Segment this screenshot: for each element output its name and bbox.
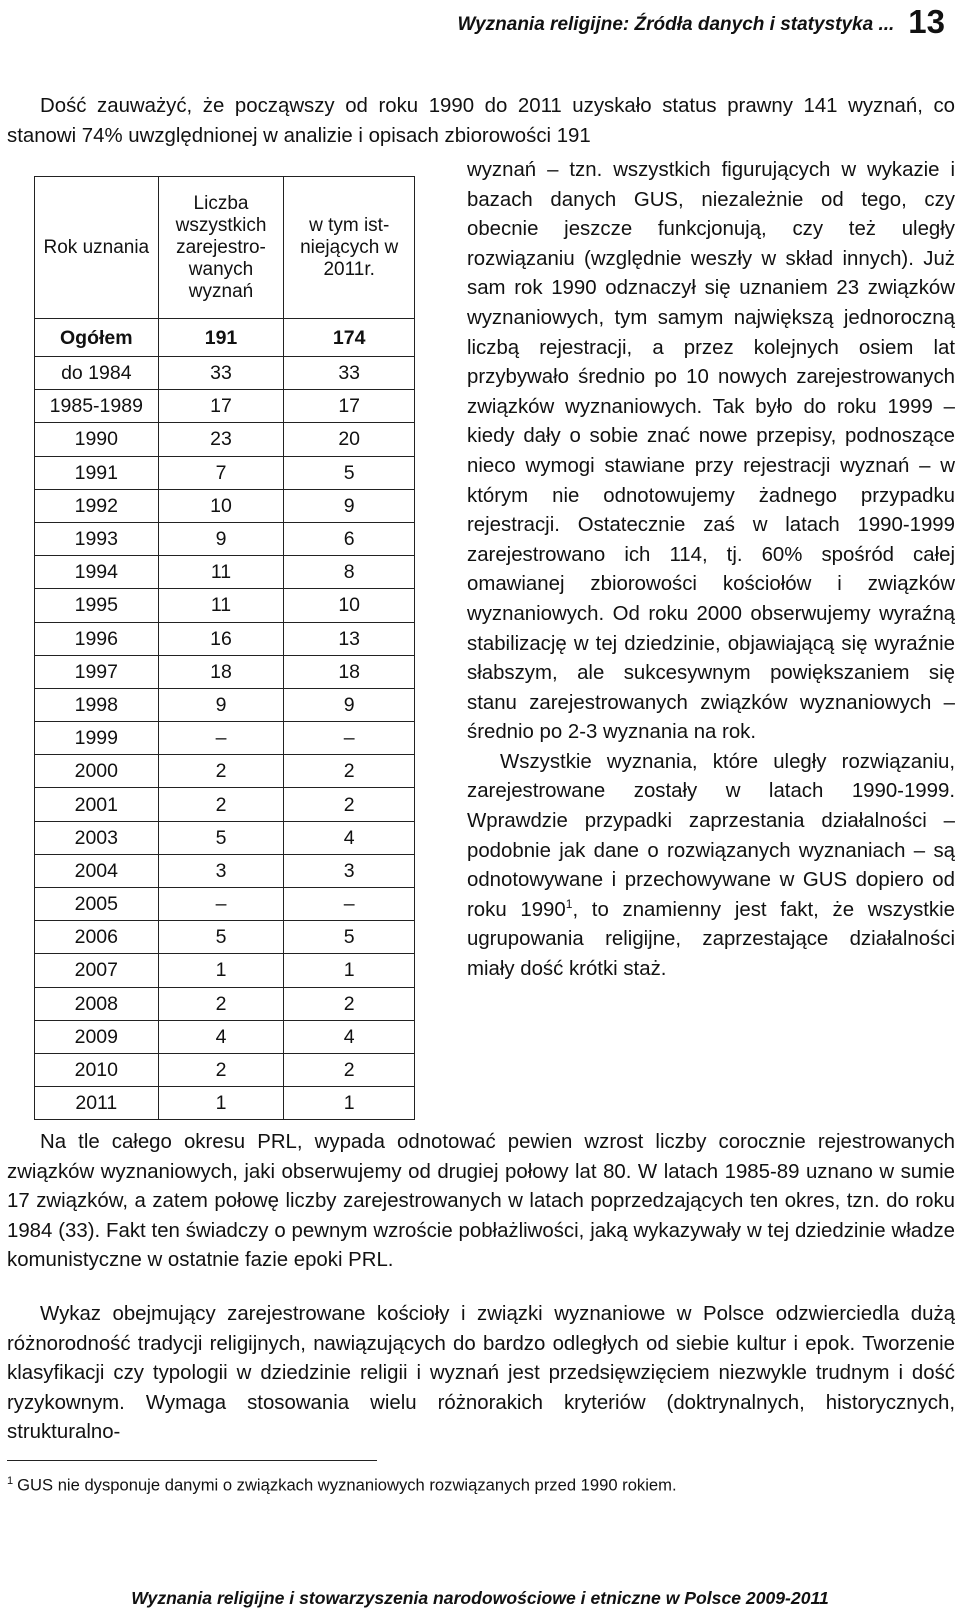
row-existing: 13 (284, 622, 415, 655)
row-all: 33 (158, 357, 284, 390)
row-all: 5 (158, 821, 284, 854)
row-all: 11 (158, 589, 284, 622)
row-year: 1992 (35, 489, 159, 522)
row-all: 17 (158, 390, 284, 423)
side-paragraph-1: wyznań – tzn. wszystkich figurujących w wykazie i bazach danych GUS, niezależnie od tego, czy obecnie jeszcze funkcjonują, czy też uległy rozwiązaniu (względnie weszły w skład innych). Już sam rok 1990 odznaczył się uznaniem 23 związków wyznaniowych, tym samym największą jednoroczną liczbą rejestracji, a przez kolejnych osiem lat przybywało średnio po 10 nowych zarejestrowanych związków wyznaniowych. Tak było do roku 1999 – kiedy dały o sobie znać nowe przepisy, podnoszące nieco wymogi stawiane przy rejestracji wyznań – w którym nie odnotowujemy żadnego przypadku rejestracji. Ostatecznie zaś w latach 1990-1999 zarejestrowano ich 114, tj. 60% spośród całej omawianej zbiorowości kościołów i związków wyznaniowych. Od roku 2000 obserwujemy wyraźną stabilizację w tej dziedzinie, objawiającą się wyraźnie słabszym, ale sukcesywnym powiększaniem się stanu zarejestrowanych związków wyznaniowych – średnio po 2-3 wyznania na rok. (467, 159, 955, 744)
row-all: 5 (158, 921, 284, 954)
table-row (35, 921, 415, 954)
row-existing: 33 (284, 357, 415, 390)
row-year: 1999 (35, 722, 159, 755)
table-total-row (35, 319, 415, 357)
row-existing: 2 (284, 755, 415, 788)
row-all: 9 (158, 522, 284, 555)
row-existing: 18 (284, 655, 415, 688)
table-row (35, 390, 415, 423)
row-year: 2006 (35, 921, 159, 954)
paragraph-intro (7, 92, 955, 151)
row-existing: 4 (284, 821, 415, 854)
table-row (35, 1053, 415, 1086)
row-all: 4 (158, 1020, 284, 1053)
paragraph-prl-text: Na tle całego okresu PRL, wypada odnotować pewien wzrost liczby corocznie rejestrowanych związków wyznaniowych, jaki obserwujemy od drugiej połowy lat 80. W latach 1985-89 uznano w sumie 17 związków, a zatem połowę liczby zarejestrowanych w latach poprzedzających ten okres, tzn. do roku 1984 (33). Fakt ten świadczy o pewnym wzroście pobłażliwości, jaką wykazywały w tej dziedzinie władze komunistyczne w ostatnie fazie epoki PRL. (7, 1131, 955, 1272)
footnote-reference: 1 (565, 897, 573, 912)
paragraph-wykaz (7, 1300, 955, 1448)
row-all: 2 (158, 755, 284, 788)
row-all: 23 (158, 423, 284, 456)
row-all: 1 (158, 954, 284, 987)
side-paragraph-2-before: Wszystkie wyznania, które uległy rozwiązaniu, zarejestrowane zostały w latach 1990-1999. Wprawdzie przypadki zaprzestania działalności – podobnie jak dane o rozwiązanych wyznaniach – są odnotowywane i przechowywane w GUS dopiero od roku 1990 (467, 750, 955, 921)
table-row (35, 456, 415, 489)
header-existing: w tym ist-niejących w 2011r. (284, 177, 415, 319)
table-row (35, 688, 415, 721)
registrations-table (34, 176, 415, 1120)
paragraph-wykaz-text: Wykaz obejmujący zarejestrowane kościoły i związki wyznaniowe w Polsce odzwierciedla dużą różnorodność tradycji religijnych, nawiązujących do bardzo odległych od siebie kultur i epok. Tworzenie klasyfikacji czy typologii w dziedzinie religii i wyznań jest przedsięwzięciem niezwykle trudnym i dość ryzykownym. Wymaga stosowania wielu różnorakich kryteriów (doktrynalnych, historycznych, strukturalno- (7, 1303, 955, 1444)
table-row (35, 522, 415, 555)
row-year: 2000 (35, 755, 159, 788)
table-row (35, 888, 415, 921)
table-row (35, 622, 415, 655)
header-year: Rok uznania (35, 177, 159, 319)
row-year: 2009 (35, 1020, 159, 1053)
total-label: Ogółem (35, 319, 159, 357)
paragraph-intro-text: Dość zauważyć, że począwszy od roku 1990 do 2011 uzyskało status prawny 141 wyznań, co stanowi 74% uwzględnionej w analizie i opisach zbiorowości 191 (7, 95, 955, 147)
row-year: 1985-1989 (35, 390, 159, 423)
row-all: 2 (158, 1053, 284, 1086)
footnote-divider (7, 1460, 377, 1461)
row-all: – (158, 722, 284, 755)
table-row (35, 722, 415, 755)
row-all: – (158, 888, 284, 921)
row-existing: 4 (284, 1020, 415, 1053)
total-existing: 174 (284, 319, 415, 357)
row-all: 10 (158, 489, 284, 522)
row-existing: 2 (284, 788, 415, 821)
table-row (35, 821, 415, 854)
footnote (7, 1470, 955, 1497)
table-row (35, 788, 415, 821)
row-year: 2008 (35, 987, 159, 1020)
row-existing: 2 (284, 987, 415, 1020)
row-year: 1994 (35, 556, 159, 589)
total-all: 191 (158, 319, 284, 357)
row-existing: 5 (284, 456, 415, 489)
row-year: 2011 (35, 1087, 159, 1120)
row-existing: – (284, 888, 415, 921)
running-footer: Wyznania religijne i stowarzyszenia narodowościowe i etniczne w Polsce 2009-2011 (131, 1588, 829, 1608)
row-existing: 20 (284, 423, 415, 456)
row-year: 1998 (35, 688, 159, 721)
side-paragraph-2-after: , to znamienny jest fakt, że wszystkie ugrupowania religijne, zaprzestające działalności miały dość krótki staż. (467, 898, 955, 981)
table-row (35, 357, 415, 390)
row-year: 1995 (35, 589, 159, 622)
row-existing: 1 (284, 954, 415, 987)
row-all: 9 (158, 688, 284, 721)
row-year: 2010 (35, 1053, 159, 1086)
row-all: 7 (158, 456, 284, 489)
footnote-mark: 1 (7, 1475, 14, 1487)
row-existing: 6 (284, 522, 415, 555)
row-year: 2003 (35, 821, 159, 854)
table-row (35, 489, 415, 522)
row-year: 2004 (35, 854, 159, 887)
table-row (35, 556, 415, 589)
header-all: Liczba wszystkich zarejestro-wanych wyznań (158, 177, 284, 319)
table-row (35, 655, 415, 688)
table-row (35, 755, 415, 788)
row-existing: 1 (284, 1087, 415, 1120)
row-all: 2 (158, 987, 284, 1020)
running-header (0, 4, 945, 43)
row-all: 1 (158, 1087, 284, 1120)
side-paragraph-2 (467, 748, 955, 985)
row-year: 1991 (35, 456, 159, 489)
row-existing: 17 (284, 390, 415, 423)
row-existing: 8 (284, 556, 415, 589)
footnote-text: GUS nie dysponuje danymi o związkach wyznaniowych rozwiązanych przed 1990 rokiem. (17, 1475, 677, 1495)
row-existing: 2 (284, 1053, 415, 1086)
row-year: 1997 (35, 655, 159, 688)
header-title: Wyznania religijne: Źródła danych i statystyka ... (457, 14, 895, 35)
row-year: 2005 (35, 888, 159, 921)
table-row (35, 954, 415, 987)
row-all: 2 (158, 788, 284, 821)
table-row (35, 589, 415, 622)
row-existing: 9 (284, 489, 415, 522)
row-existing: 9 (284, 688, 415, 721)
row-existing: – (284, 722, 415, 755)
row-year: do 1984 (35, 357, 159, 390)
row-year: 1990 (35, 423, 159, 456)
side-column-text (467, 156, 955, 985)
row-existing: 10 (284, 589, 415, 622)
table-row (35, 423, 415, 456)
row-year: 2001 (35, 788, 159, 821)
table-row (35, 854, 415, 887)
table-header-row (35, 177, 415, 319)
row-year: 1993 (35, 522, 159, 555)
row-year: 2007 (35, 954, 159, 987)
row-all: 16 (158, 622, 284, 655)
table-row (35, 1087, 415, 1120)
page-number: 13 (908, 3, 945, 40)
row-existing: 5 (284, 921, 415, 954)
row-all: 18 (158, 655, 284, 688)
row-year: 1996 (35, 622, 159, 655)
row-all: 3 (158, 854, 284, 887)
paragraph-prl (7, 1128, 955, 1276)
row-existing: 3 (284, 854, 415, 887)
table-row (35, 987, 415, 1020)
row-all: 11 (158, 556, 284, 589)
table-row (35, 1020, 415, 1053)
